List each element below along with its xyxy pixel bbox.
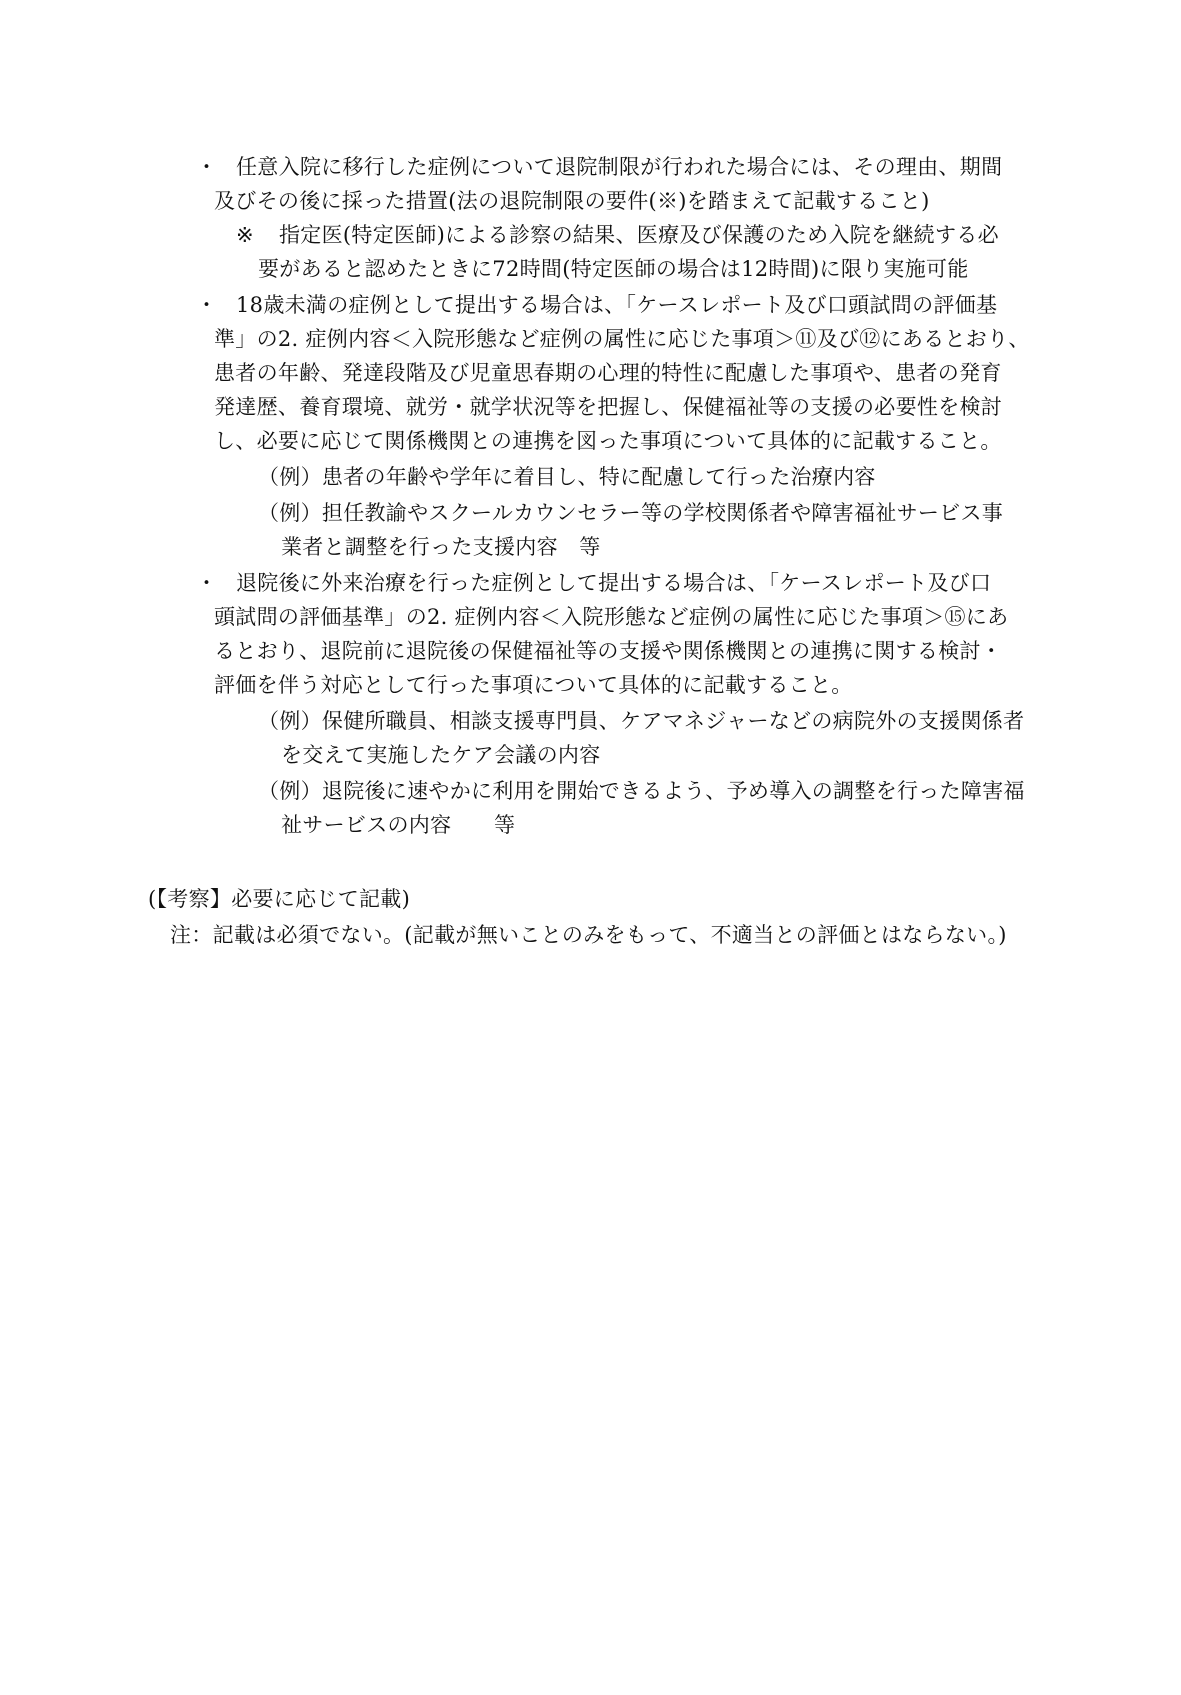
bullet-mark-3: ・ — [196, 571, 217, 595]
bullet1-note-line-2: 要があると認めたときに72時間(特定医師の場合は12時間)に限り実施可能 — [258, 257, 969, 281]
bullet2-line-5: し、必要に応じて関係機関との連携を図った事項について具体的に記載すること。 — [214, 429, 1002, 453]
note-mark: ※ — [236, 223, 254, 247]
bullet3-line-2: 頭試問の評価基準」の2. 症例内容＜入院形態など症例の属性に応じた事項＞⑮にあ — [214, 605, 1009, 629]
bullet2-line-4: 発達歴、養育環境、就労・就学状況等を把握し、保健福祉等の支援の必要性を検討 — [214, 395, 1003, 419]
bullet-mark-2: ・ — [196, 293, 217, 317]
bullet3-line-3: るとおり、退院前に退院後の保健福祉等の支援や関係機関との連携に関する検討・ — [214, 639, 1003, 663]
bullet2-example-1: （例）患者の年齢や学年に着目し、特に配慮して行った治療内容 — [258, 465, 876, 489]
bullet1-line-2: 及びその後に採った措置(法の退院制限の要件(※)を踏まえて記載すること) — [214, 189, 930, 213]
bullet2-line-1: 18歳未満の症例として提出する場合は、「ケースレポート及び口頭試問の評価基 — [236, 293, 998, 317]
bullet3-example-1: （例）保健所職員、相談支援専門員、ケアマネジャーなどの病院外の支援関係者 — [258, 709, 1025, 733]
bullet2-line-3: 患者の年齢、発達段階及び児童思春期の心理的特性に配慮した事項や、患者の発育 — [214, 361, 1002, 385]
consideration-note: 注：記載は必須でない。(記載が無いことのみをもって、不適当との評価とはならない。) — [170, 923, 1007, 947]
bullet3-line-4: 評価を伴う対応として行った事項について具体的に記載すること。 — [214, 673, 853, 697]
bullet-mark-1: ・ — [196, 155, 217, 179]
bullet1-line-1: 任意入院に移行した症例について退院制限が行われた場合には、その理由、期間 — [236, 155, 1003, 179]
bullet1-note-line-1: 指定医(特定医師)による診察の結果、医療及び保護のため入院を継続する必 — [279, 223, 999, 247]
bullet2-line-2: 準」の2. 症例内容＜入院形態など症例の属性に応じた事項＞⑪及び⑫にあるとおり、 — [214, 327, 1030, 351]
bullet3-example-2: （例）退院後に速やかに利用を開始できるよう、予め導入の調整を行った障害福 — [258, 779, 1025, 803]
bullet3-line-1: 退院後に外来治療を行った症例として提出する場合は、「ケースレポート及び口 — [236, 571, 992, 595]
bullet2-example-2: （例）担任教諭やスクールカウンセラー等の学校関係者や障害福祉サービス事 — [258, 501, 1004, 525]
bullet3-example-1-cont: を交えて実施したケア会議の内容 — [281, 743, 601, 767]
bullet3-example-2-cont: 祉サービスの内容 等 — [281, 813, 516, 837]
bullet2-example-2-cont: 業者と調整を行った支援内容 等 — [281, 535, 601, 559]
consideration-heading: (【考察】必要に応じて記載) — [148, 887, 411, 911]
